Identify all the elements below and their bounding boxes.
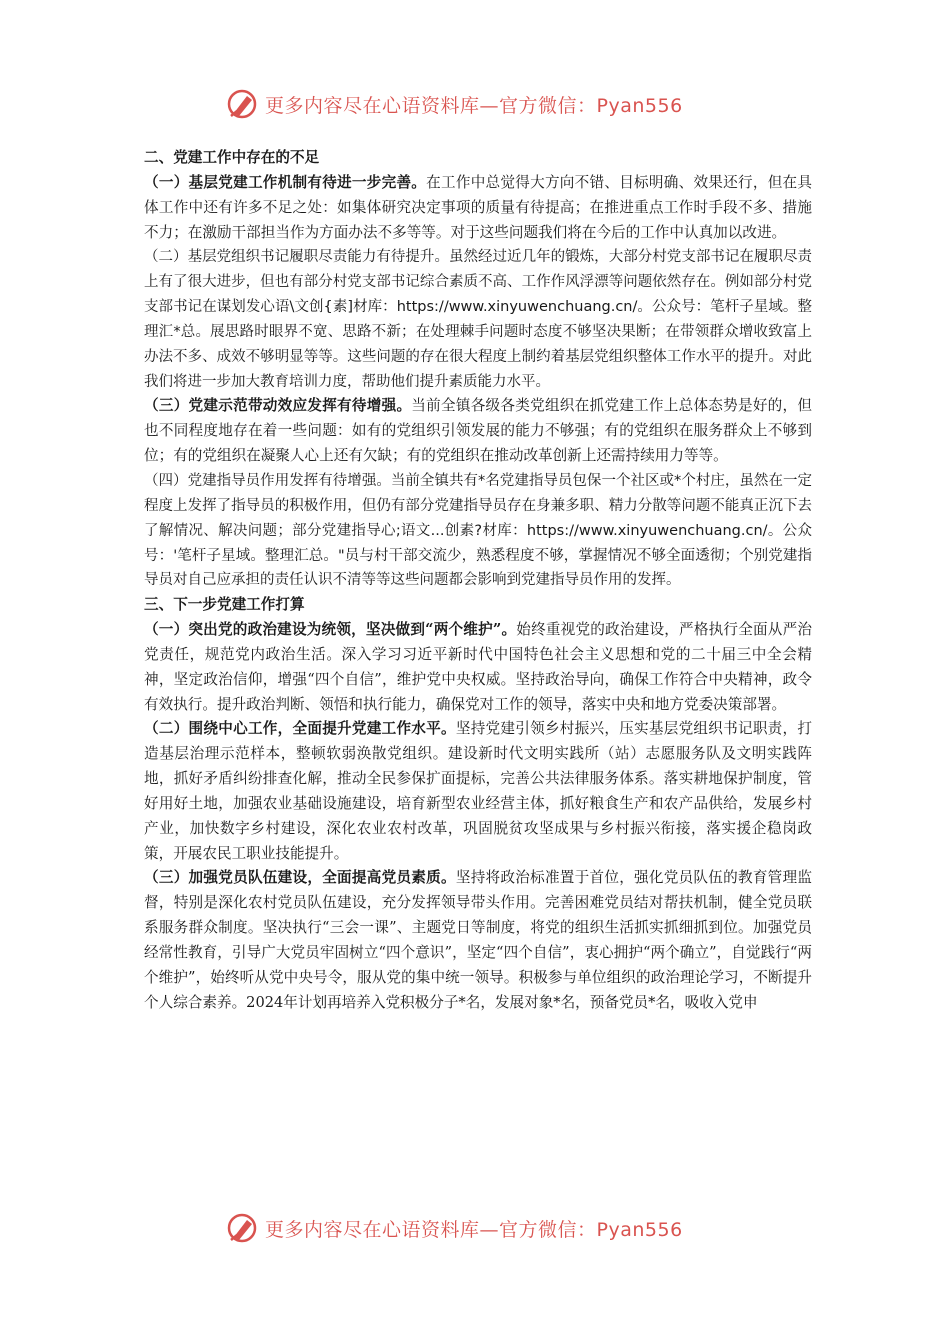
paragraph: （四）党建指导员作用发挥有待增强。当前全镇共有*名党建指导员包保一个社区或*个村庄，虽然在一定程度上发挥了指导员的积极作用，但仍有部分党建指导员存在身兼多职、精力分散等问题不能真正沉下去了解情况、解决问题；部分党建指导心;语文...创素?材库：https://www.xinyuwenchuang.cn/。公众号：'笔杆子星域。整理汇总。"员与村干部交流少，熟悉程度不够，掌握情况不够全面透彻；个别党建指导员对自己应承担的责任认识不清等等这些问题都会影响到党建指导员作用的发挥。 bbox=[144, 472, 812, 589]
paragraph: （一）基层党建工作机制有待进一步完善。在工作中总觉得大方向不错、目标明确、效果还行，但在具体工作中还有许多不足之处：如集体研究决定事项的质量有待提高；在推进重点工作时手段不多、措施不力；在激励干部担当作为方面办法不多等等。对于这些问题我们将在今后的工作中认真加以改进。 bbox=[144, 173, 812, 241]
banner-text: 更多内容尽在心语资料库—官方微信：Pyan556 bbox=[265, 1218, 683, 1241]
wechat-id: Pyan556 bbox=[596, 1218, 683, 1241]
banner-text: 更多内容尽在心语资料库—官方微信：Pyan556 bbox=[265, 94, 683, 117]
footer-watermark-banner bbox=[225, 1208, 745, 1248]
header-watermark-banner bbox=[225, 84, 745, 124]
wechat-id: Pyan556 bbox=[596, 94, 683, 117]
section-heading-2: 二、党建工作中存在的不足 bbox=[144, 149, 320, 166]
paragraph: （二）基层党组织书记履职尽责能力有待提升。虽然经过近几年的锻炼，大部分村党支部书记在履职尽责上有了很大进步，但也有部分村党支部书记综合素质不高、工作作风浮漂等问题依然存在。例如部分村党支部书记在谋划发心语\文创{素]材库：https://www.xinyuwenchuang.cn/。公众号：笔杆子星域。整理汇*总。展思路时眼界不宽、思路不新；在处理棘手问题时态度不够坚决果断；在带领群众增收致富上办法不多、成效不够明显等等。这些问题的存在很大程度上制约着基层党组织整体工作水平的提升。对此我们将进一步加大教育培训力度，帮助他们提升素质能力水平。 bbox=[144, 249, 812, 390]
section-heading-3: 三、下一步党建工作打算 bbox=[144, 596, 305, 614]
paragraph: （三）党建示范带动效应发挥有待增强。当前全镇各级各类党组织在抓党建工作上总体态势是好的，但也不同程度地存在着一些问题：如有的党组织引领发展的能力不够强；有的党组织在服务群众上不够到位；有的党组织在凝聚人心上还有欠缺；有的党组织在推动改革创新上还需持续用力等等。 bbox=[144, 397, 812, 465]
pen-nib-logo-icon bbox=[225, 87, 259, 121]
document-body bbox=[144, 146, 812, 1016]
pen-nib-logo-icon bbox=[225, 1211, 259, 1245]
paragraph: （三）加强党员队伍建设，全面提高党员素质。坚持将政治标准置于首位，强化党员队伍的教育管理监督，特别是深化农村党员队伍建设，充分发挥领导带头作用。完善困难党员结对帮扶机制，健全党员联系服务群众制度。坚决执行“三会一课”、主题党日等制度，将党的组织生活抓实抓细抓到位。加强党员经常性教育，引导广大党员牢固树立“四个意识”，坚定“四个自信”，衷心拥护“两个确立”，自觉践行“两个维护”，始终听从党中央号令，服从党的集中统一领导。积极参与单位组织的政治理论学习，不断提升个人综合素养。2024年计划再培养入党积极分子*名，发展对象*名，预备党员*名，吸收入党申 bbox=[144, 869, 812, 1011]
paragraph: （二）围绕中心工作，全面提升党建工作水平。坚持党建引领乡村振兴，压实基层党组织书记职责，打造基层治理示范样本，整顿软弱涣散党组织。建设新时代文明实践所（站）志愿服务队及文明实践阵地，抓好矛盾纠纷排查化解，推动全民参保扩面提标，完善公共法律服务体系。落实耕地保护制度，管好用好土地，加强农业基础设施建设，培育新型农业经营主体，抓好粮食生产和农产品供给，发展乡村产业，加快数字乡村建设，深化农业农村改革，巩固脱贫攻坚成果与乡村振兴衔接，落实援企稳岗政策，开展农民工职业技能提升。 bbox=[144, 720, 812, 862]
paragraph: （一）突出党的政治建设为统领，坚决做到“两个维护”。始终重视党的政治建设，严格执行全面从严治党责任，规范党内政治生活。深入学习习近平新时代中国特色社会主义思想和党的二十届三中全会精神，坚定政治信仰，增强“四个自信”，维护党中央权威。坚持政治导向，确保工作符合中央精神，政令有效执行。提升政治判断、领悟和执行能力，确保党对工作的领导，落实中央和地方党委决策部署。 bbox=[144, 621, 812, 713]
